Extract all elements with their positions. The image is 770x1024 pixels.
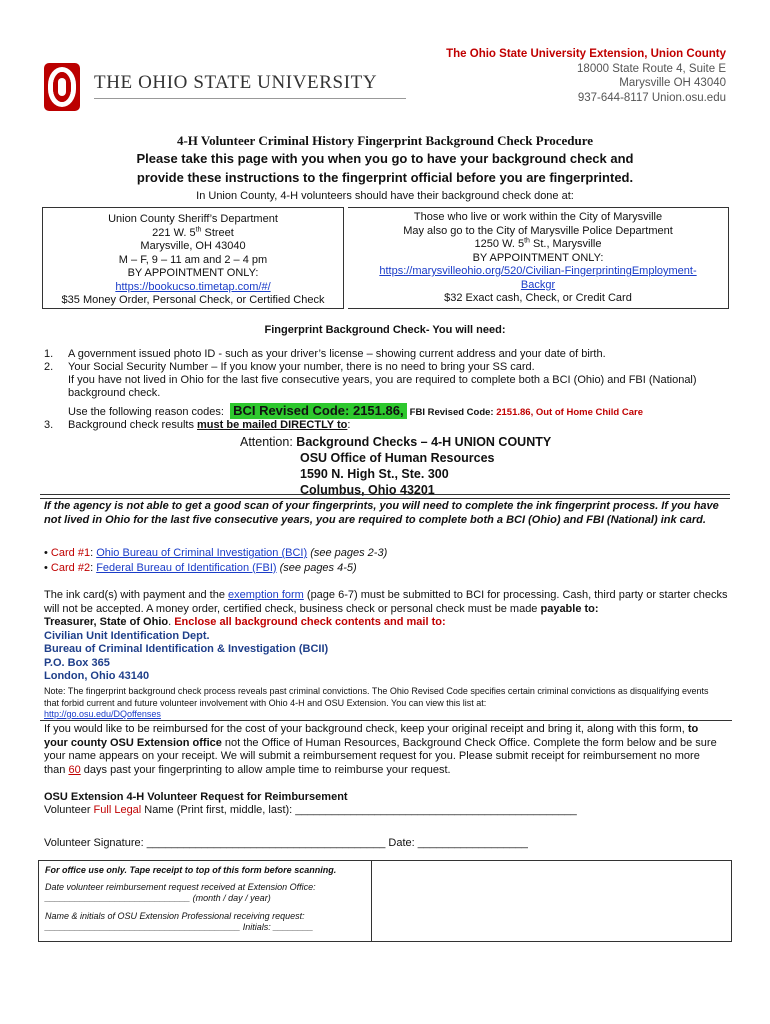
box-line: Those who live or work within the City of Marysville [413,211,663,223]
fbi-code: FBI Revised Code: 2151.86, Out of Home Child Care [409,407,643,418]
professional-label: Name & initials of OSU Extension Professional receiving request: [45,910,305,921]
sheriff-location-box [42,207,344,309]
section-divider [40,494,730,499]
box-line: Union County Sheriff’s Department [108,213,278,225]
address-line: 937-644-8117 Union.osu.edu [577,91,726,104]
volunteer-signature-field[interactable]: Volunteer Signature: _______________________________________ Date: __________________ [44,837,528,849]
police-fingerprinting-link[interactable]: https://marysvilleohio.org/520/Civilian-FingerprintingEmployment- [379,265,697,277]
instruction-line: Please take this page with you when you go to have your background check and [136,151,634,166]
fbi-card-link[interactable]: Federal Bureau of Identification (FBI) [96,561,277,574]
box-line: 221 W. 5th Street [152,225,234,239]
police-fingerprinting-link-cont[interactable]: Backgr [520,278,556,291]
date-received-label: Date volunteer reimbursement request received at Extension Office: [45,881,316,892]
reason-codes: Use the following reason codes: BCI Revised Code: 2151.86, FBI Revised Code: 2151.86, Out of Home Child Care [68,403,643,418]
exemption-form-link[interactable]: exemption form [228,589,304,601]
box-line: BY APPOINTMENT ONLY: [127,267,259,279]
dq-offenses-link[interactable]: http://go.osu.edu/DQoffenses [44,709,161,719]
card-2: • Card #2: Federal Bureau of Identification (FBI) (see pages 4-5) [44,561,357,574]
list-item-detail: If you have not lived in Ohio for the last five consecutive years, you are required to complete both a BCI (Ohio) and FBI (National) background check. [68,374,697,399]
box-line: May also go to the City of Marysville Police Department [403,224,673,237]
disqualifying-note: Note: The fingerprint background check process reveals past criminal convictions. The Ohio Revised Code specifies certain criminal convictions as disqualifying events that forbid current and future volunteer involvement with Ohio 4-H and OSU Extension. You can view this list at: http://go.osu.edu/DQoffenses [44,686,709,719]
ink-warning: If the agency is not able to get a good scan of your fingerprints, you will need to complete the ink fingerprint process. If you have not lived in Ohio for the last five consecutive years, you are required to complete both a BCI (Ohio) and FBI (National) ink card. [44,500,719,526]
ink-cards-list [44,546,387,575]
intro-text: In Union County, 4-H volunteers should have their background check done at: [196,190,574,202]
address-line: 18000 State Route 4, Suite E [577,62,726,75]
box-line: M – F, 9 – 11 am and 2 – 4 pm [118,253,268,266]
ink-card-instructions: The ink card(s) with payment and the exemption form (page 6-7) must be submitted to BCI for processing. Cash, third party or starter checks will not be accepted. A money order, certified check, business check or personal check must be made payable to: Treasurer, State of Ohio. Enclose all background check contents and mail to: Civilian Unit Identification Dept. Bureau of Criminal Identification & Investigation (BCII) P.O. Box 365 London, Ohio 43140 [44,589,728,682]
needs-heading: Fingerprint Background Check- You will need: [264,324,506,336]
extension-address [446,47,726,105]
list-item: 1. A government issued photo ID - such as your driver’s license – showing current address and your date of birth. [44,348,606,360]
date-received-field[interactable]: _____________________________ (month / day / year) [45,893,271,903]
document-title: 4-H Volunteer Criminal History Fingerprint Background Check Procedure [176,133,594,148]
block-o-icon [44,63,80,111]
university-name: THE OHIO STATE UNIVERSITY [94,72,378,93]
office-use-box [38,860,372,942]
needs-list [44,348,724,432]
reimbursement-instructions: If you would like to be reimbursed for the cost of your background check, keep your original receipt and bring it, along with this form, to your county OSU Extension office not the Office of Human Resources, Background Check Office. Complete the form below and be sure your name appears on your receipt. We will submit a reimbursement request for you. Please submit receipt for reimbursement no more than 60 days past your fingerprinting to allow ample time to reimburse your request. [44,723,717,776]
instruction-line: provide these instructions to the fingerprint official before you are fingerprinted. [136,170,634,185]
section-divider [40,720,732,721]
logo-rule [94,98,406,99]
office-use-heading: For office use only. Tape receipt to top of this form before scanning. [45,865,337,875]
card-1: • Card #1: Ohio Bureau of Criminal Investigation (BCI) (see pages 2-3) [44,547,388,559]
bci-code-badge: BCI Revised Code: 2151.86, [230,403,407,419]
address-line: The Ohio State University Extension, Union County [446,48,726,60]
box-line: Marysville, OH 43040 [140,240,246,252]
list-item: 3. Background check results must be mailed DIRECTLY to: [44,419,351,431]
address-line: Marysville OH 43040 [619,77,726,89]
sheriff-booking-link[interactable]: https://bookucso.timetap.com/#/ [115,280,271,293]
list-item: 2. Your Social Security Number – If you know your number, there is no need to bring your SS card. [44,361,535,373]
reimbursement-form-title: OSU Extension 4-H Volunteer Request for Reimbursement [44,791,348,803]
box-line: $32 Exact cash, Check, or Credit Card [444,292,632,304]
box-line: 1250 W. 5th St., Marysville [474,237,602,250]
receipt-area [372,860,732,942]
osu-logo [44,63,378,115]
box-line: $35 Money Order, Personal Check, or Certified Check [61,294,325,306]
volunteer-name-field[interactable]: Volunteer Full Legal Name (Print first, middle, last): ______________________________________________ [44,804,577,816]
police-location-box [348,207,729,309]
hr-mailing-address: Attention: Background Checks – 4-H UNION COUNTY OSU Office of Human Resources 1590 N. High St., Ste. 300 Columbus, Ohio 43201 [240,435,552,497]
box-line: BY APPOINTMENT ONLY: [472,251,604,264]
professional-initials-field[interactable]: _______________________________________ Initials: ________ [45,922,314,932]
bci-card-link[interactable]: Ohio Bureau of Criminal Investigation (BCI) [96,547,308,559]
